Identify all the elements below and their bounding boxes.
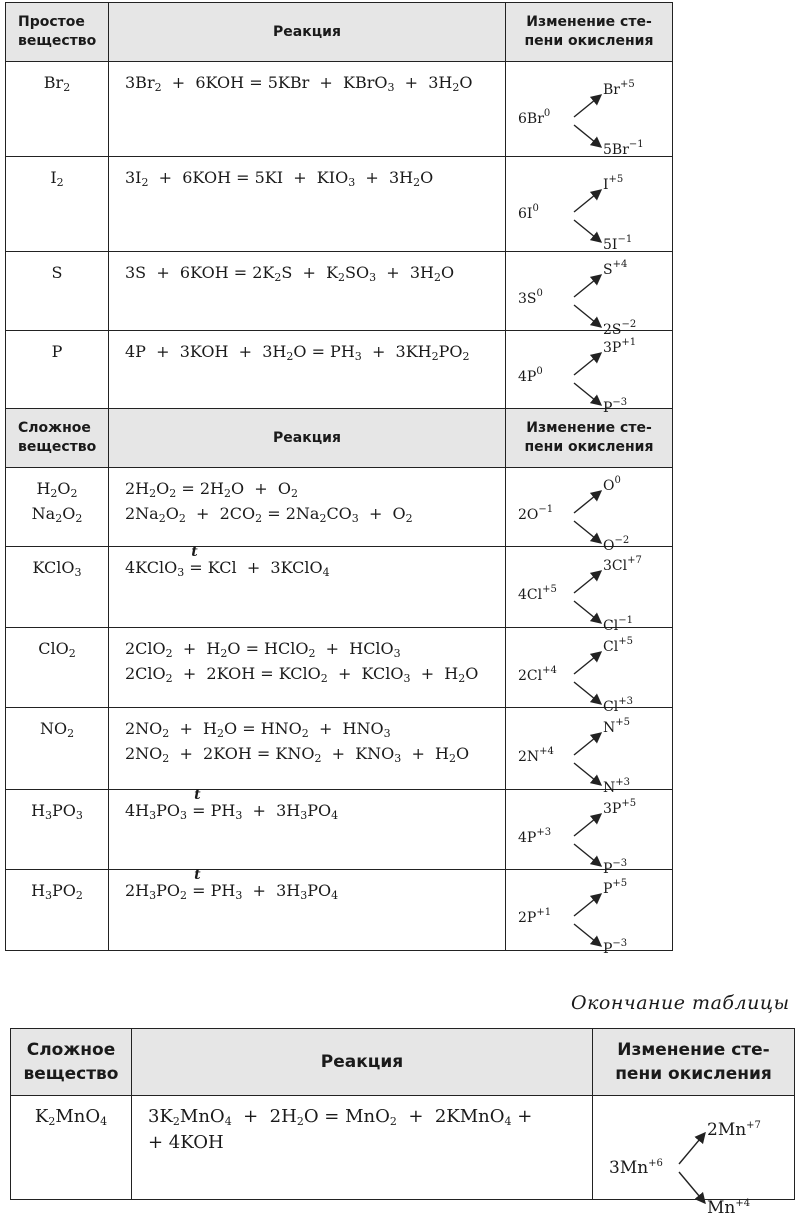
oxidation-change-cell [506, 870, 673, 957]
substance-cell: $H_3PO_3$ [6, 790, 109, 870]
oxidation-change-cell [506, 331, 673, 416]
reaction-cell: 4KClO$_3$ t = KCl + 3KClO$_4$ [109, 547, 506, 628]
oxidation-product-top: $Br^{+5}$ [603, 79, 635, 98]
reaction-cell: $3I_2 + 6KOH = 5KI + KIO_3 + 3H_2O$ [109, 157, 506, 252]
arrow-down [574, 601, 601, 623]
oxidation-arrows [593, 1096, 753, 1200]
oxidation-source: $4P^0$ [518, 366, 543, 385]
oxidation-product-top: $O^0$ [603, 475, 621, 494]
arrow-down [574, 305, 601, 327]
table-row [6, 468, 673, 547]
table-continuation-caption: Окончание таблицы [571, 992, 790, 1014]
substance-cell: $Br_2$ [6, 62, 109, 157]
reaction-cell: $3Br_2 + 6KOH = 5KBr$ + KBrO$_3$ + $3H_2O$ [109, 62, 506, 157]
oxidation-source: $3S^0$ [518, 288, 543, 307]
arrow-up [574, 95, 601, 117]
oxidation-product-bottom: $5Br^{-1}$ [603, 139, 644, 158]
oxidation-source: $2Cl^{+4}$ [518, 665, 557, 684]
arrow-down [574, 383, 601, 405]
table-row [6, 331, 673, 409]
reaction-cell: $4H_3PO_3$ t = $PH_3 + 3H_3PO_4$ [109, 790, 506, 870]
reactions-table [5, 2, 673, 957]
oxidation-change-cell [506, 708, 673, 796]
table-row [6, 252, 673, 331]
header-complex-substance: Сложное вещество [11, 1029, 132, 1096]
oxidation-product-bottom: $Cl^{+3}$ [603, 696, 633, 715]
substance-cell: $NO_2$ [6, 708, 109, 790]
table-row [6, 790, 673, 870]
header-reaction: Реакция [109, 409, 506, 468]
oxidation-product-bottom: $2S^{-2}$ [603, 319, 637, 338]
reaction-cell: $2NO_2 + H_2O = HNO_2 + HNO_3$ $2NO_2 + 2KOH = KNO_2 + KNO_3 + H_2O$ [109, 708, 506, 790]
oxidation-product-bottom: $Cl^{-1}$ [603, 615, 633, 634]
reaction-cell: $3S + 6KOH = 2K_2S + K_2SO_3 + 3H_2O$ [109, 252, 506, 331]
arrow-up [574, 571, 601, 593]
reaction-cell: $2ClO_2 + H_2O$ = HClO$_2$ + HClO$_3$ 2ClO$_2$ + 2KOH = KClO$_2$ + KClO$_3$ + $H_2O$ [109, 628, 506, 708]
oxidation-product-bottom: $O^{-2}$ [603, 535, 630, 554]
oxidation-product-bottom: $Mn^{+4}$ [707, 1198, 751, 1218]
oxidation-arrows [506, 157, 666, 252]
arrow-up [574, 353, 601, 375]
oxidation-change-cell [506, 547, 673, 634]
substance-cell: $H_2O_2$ $Na_2O_2$ [6, 468, 109, 547]
oxidation-source: $2O^{-1}$ [518, 504, 554, 523]
table-row [6, 628, 673, 708]
oxidation-source: $3Mn^{+6}$ [609, 1158, 663, 1178]
arrow-down [574, 220, 601, 242]
arrow-up [574, 733, 601, 755]
table-row [6, 62, 673, 157]
oxidation-change-cell [506, 252, 673, 338]
reaction-cell: $4P + 3KOH + 3H_2O = PH_3 + 3KH_2PO_2$ [109, 331, 506, 409]
arrow-down [574, 125, 601, 147]
arrow-down [574, 763, 601, 785]
arrow-up [574, 491, 601, 513]
arrow-down [574, 521, 601, 543]
oxidation-product-top: $2Mn^{+7}$ [707, 1120, 761, 1140]
arrow-up [574, 275, 601, 297]
header-reaction: Реакция [109, 3, 506, 62]
oxidation-product-top: $Cl^{+5}$ [603, 636, 633, 655]
table-row [6, 547, 673, 628]
arrow-down [574, 844, 601, 866]
substance-cell: ClO$_2$ [6, 628, 109, 708]
reaction-cell: $3K_2MnO_4 + 2H_2O = MnO_2$ + 2KMnO$_4$ + + 4KOH [132, 1096, 593, 1200]
arrow-up [574, 894, 601, 916]
table-row [6, 157, 673, 252]
table-row [11, 1096, 795, 1200]
oxidation-product-bottom: $P^{-3}$ [603, 858, 628, 877]
simple-substances-body [6, 62, 673, 416]
oxidation-product-bottom: $P^{-3}$ [603, 397, 628, 416]
oxidation-change-cell [506, 157, 673, 252]
oxidation-product-bottom: $N^{+3}$ [603, 777, 630, 796]
oxidation-product-bottom: $5I^{-1}$ [603, 234, 633, 253]
oxidation-product-bottom: $P^{-3}$ [603, 938, 628, 957]
substance-cell: S [6, 252, 109, 331]
arrow-down [679, 1172, 705, 1203]
reaction-cell: $2H_3PO_2$ t = $PH_3 + 3H_3PO_4$ [109, 870, 506, 951]
oxidation-product-top: $3P^{+5}$ [603, 798, 637, 817]
table-row [6, 708, 673, 790]
oxidation-source: $6I^0$ [518, 203, 539, 222]
oxidation-change-cell [506, 628, 673, 715]
oxidation-product-top: $N^{+5}$ [603, 717, 630, 736]
table-row [6, 870, 673, 951]
oxidation-source: 6Br$^0$ [518, 108, 551, 127]
substance-cell: KClO$_3$ [6, 547, 109, 628]
header-complex-substance: Сложное вещество [6, 409, 109, 468]
oxidation-change-cell [506, 62, 673, 157]
oxidation-product-top: $3P^{+1}$ [603, 337, 637, 356]
table-header-complex [11, 1029, 795, 1096]
oxidation-product-top: $S^{+4}$ [603, 259, 628, 278]
reactions-table-end [10, 1028, 795, 1218]
complex-substances-body [6, 468, 673, 957]
arrow-down [574, 682, 601, 704]
header-simple-substance: Простое вещество [6, 3, 109, 62]
end-body [11, 1096, 795, 1218]
substance-cell: $I_2$ [6, 157, 109, 252]
table-header-complex [6, 409, 673, 468]
header-oxidation-change: Изменение сте- пени окисления [506, 409, 673, 468]
arrow-down [574, 924, 601, 946]
oxidation-product-top: $3Cl^{+7}$ [603, 555, 642, 574]
arrow-up [574, 814, 601, 836]
header-oxidation-change: Изменение сте- пени окисления [593, 1029, 795, 1096]
arrow-up [574, 652, 601, 674]
header-oxidation-change: Изменение сте- пени окисления [506, 3, 673, 62]
oxidation-change-cell [506, 790, 673, 877]
oxidation-change-cell [506, 468, 673, 554]
oxidation-source: $2P^{+1}$ [518, 907, 552, 926]
oxidation-source: $4Cl^{+5}$ [518, 584, 557, 603]
header-reaction: Реакция [132, 1029, 593, 1096]
substance-cell: P [6, 331, 109, 409]
arrow-up [574, 190, 601, 212]
substance-cell: $H_3PO_2$ [6, 870, 109, 951]
oxidation-source: $4P^{+3}$ [518, 827, 552, 846]
oxidation-change-cell [593, 1096, 795, 1218]
table-header-simple [6, 3, 673, 62]
reaction-cell: $2H_2O_2 = 2H_2O + O_2$ $2Na_2O_2 + 2CO_2 = 2Na_2CO_3 + O_2$ [109, 468, 506, 547]
arrow-up [679, 1133, 705, 1164]
oxidation-source: $2N^{+4}$ [518, 746, 554, 765]
oxidation-product-top: $I^{+5}$ [603, 174, 624, 193]
oxidation-product-top: $P^{+5}$ [603, 878, 628, 897]
substance-cell: $K_2MnO_4$ [11, 1096, 132, 1200]
